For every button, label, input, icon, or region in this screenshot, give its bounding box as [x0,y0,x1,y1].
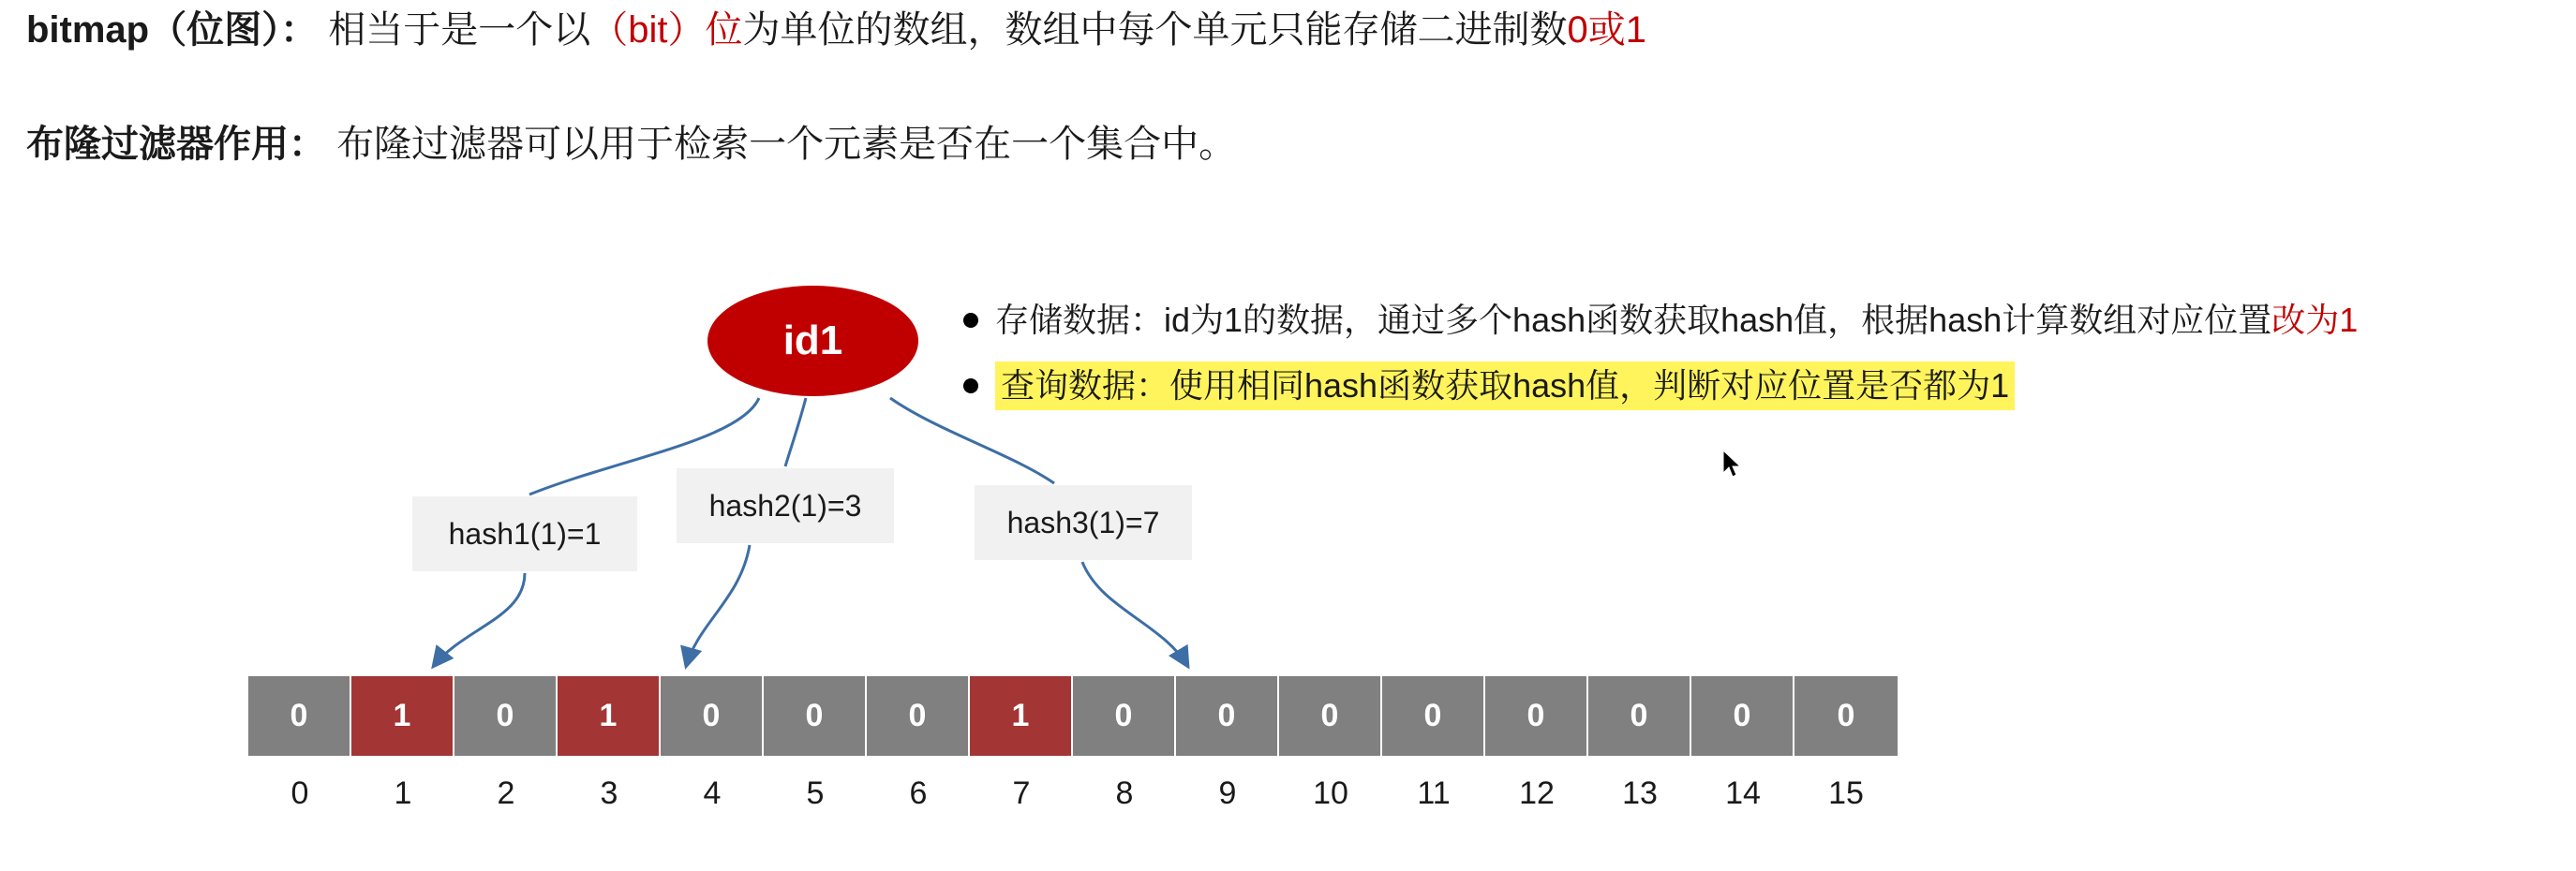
bitmap-index-14: 14 [1725,775,1761,811]
bitmap-cell-7: 1 [970,676,1073,756]
bullet-label: 查询数据：使用相同hash函数获取hash值，判断对应位置是否都为1 [995,362,2015,410]
bitmap-index-6: 6 [909,775,928,811]
hash3-label: hash3(1)=7 [975,485,1192,560]
bitmap-index-11: 11 [1417,775,1451,811]
bitmap-cell-5: 0 [764,676,867,756]
bitmap-cell-3: 1 [558,676,661,756]
id1-node-label: id1 [782,317,843,363]
bitmap-cell-14: 0 [1691,676,1794,756]
bitmap-cell-1: 1 [351,676,454,756]
list-item [963,363,2358,408]
bitmap-desc-part1: 相当于是一个以 [318,9,591,51]
bitmap-index-row [248,775,1898,812]
bitmap-index-3: 3 [600,775,618,811]
list-item [963,298,2358,343]
bitmap-index-12: 12 [1519,775,1555,811]
bitmap-term: bitmap（位图）： [26,9,319,51]
bitmap-desc-red2: 0或1 [1567,9,1646,51]
bitmap-index-5: 5 [806,775,825,811]
bitmap-index-15: 15 [1828,775,1864,811]
bloomfilter-term: 布隆过滤器作用： [26,124,326,165]
hash1-label: hash1(1)=1 [412,496,637,571]
bitmap-index-1: 1 [394,775,412,811]
bullet-dot-icon [963,313,978,328]
bitmap-index-0: 0 [290,775,309,811]
bitmap-cell-12: 0 [1485,676,1588,756]
bloomfilter-usage-line [26,122,1236,167]
bitmap-cell-2: 0 [454,676,558,756]
bitmap-array [248,676,1898,756]
bitmap-desc-red1: （bit）位 [590,9,743,51]
bitmap-cell-6: 0 [867,676,970,756]
bitmap-cell-11: 0 [1382,676,1485,756]
bitmap-cell-10: 0 [1279,676,1382,756]
bullet-suffix-red: 改为1 [2271,301,2359,339]
bitmap-index-4: 4 [703,775,722,811]
mouse-cursor-icon [1722,450,1743,480]
bloomfilter-desc: 布隆过滤器可以用于检索一个元素是否在一个集合中。 [326,124,1237,165]
bitmap-cell-15: 0 [1794,676,1898,756]
bitmap-index-2: 2 [497,775,515,811]
bitmap-cell-9: 0 [1176,676,1279,756]
id1-node [707,286,918,396]
bullet-list [963,298,2358,429]
bitmap-index-10: 10 [1313,775,1348,811]
hash2-label: hash2(1)=3 [677,468,894,543]
bitmap-desc-part2: 为单位的数组，数组中每个单元只能存储二进制数 [742,9,1568,51]
bitmap-cell-0: 0 [248,676,351,756]
bullet-label: 存储数据：id为1的数据，通过多个hash函数获取hash值，根据hash计算数组对应位置改为1 [995,301,2359,339]
bitmap-index-8: 8 [1115,775,1134,811]
bitmap-cell-4: 0 [661,676,764,756]
bitmap-definition-line [26,7,1646,52]
bullet-dot-icon [963,378,978,393]
bitmap-index-7: 7 [1012,775,1031,811]
bitmap-cell-13: 0 [1588,676,1691,756]
bitmap-index-9: 9 [1218,775,1237,811]
bitmap-index-13: 13 [1622,775,1658,811]
bitmap-cell-8: 0 [1073,676,1176,756]
